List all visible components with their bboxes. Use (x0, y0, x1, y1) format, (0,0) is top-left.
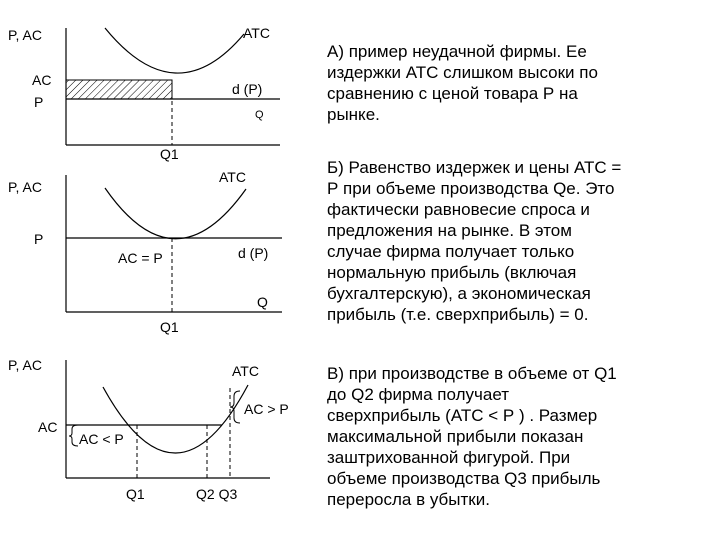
d3-profit-label: AC < P (79, 431, 124, 447)
d1-atc-label: ATC (243, 25, 270, 41)
d3-profit-brace (69, 425, 78, 446)
d3-q2-q3-label: Q2 Q3 (196, 486, 238, 502)
d2-atc-curve (105, 188, 246, 239)
d1-loss-area (66, 80, 172, 99)
d2-q1-label: Q1 (160, 319, 179, 335)
d1-ac-label: AC (32, 72, 52, 88)
d1-y-axis-label: P, AC (8, 27, 42, 43)
d1-atc-curve (105, 28, 244, 73)
explanation-b: Б) Равенство издержек и цены АТС = Р при объеме производства Qе. Это фактически равновесие спроса и предложения на рынке. В этом случае фирма получает только нормальную прибыль (включая бухгалтерскую), а экономическая прибыль (т.е. сверхприбыль) = 0. (327, 158, 622, 324)
d1-q1-label: Q1 (160, 146, 179, 162)
d2-atc-label: ATC (219, 169, 246, 185)
diagrams-panel (0, 0, 320, 540)
d3-q1-label: Q1 (126, 486, 145, 502)
diagram-2 (8, 169, 282, 335)
d3-atc-label: ATC (232, 363, 259, 379)
d2-q-label: Q (257, 294, 268, 310)
explanation-c: В) при производстве в объеме от Q1 до Q2 фирма получает сверхприбыль (АТС < Р ) . Размер максимальной прибыли показан заштрихованной фигурой. При объеме производства Q3 прибыль переросла в убытки. (327, 364, 617, 509)
d3-ac-label: AC (38, 419, 58, 435)
d3-loss-label: AC > P (244, 401, 289, 417)
d2-p-label: P (34, 231, 44, 247)
d3-atc-curve (103, 385, 248, 453)
d3-y-axis-label: P, AC (8, 357, 42, 373)
diagram-3 (8, 357, 289, 502)
d2-y-axis-label: P, AC (8, 179, 42, 195)
diagram-1 (8, 25, 280, 162)
d2-equality-label: AC = P (118, 250, 163, 266)
explanation-a: А) пример неудачной фирмы. Ее издержки АТС слишком высоки по сравнению с ценой товара Р на рынке. (327, 42, 598, 124)
d1-demand-label: d (P) (232, 81, 263, 97)
d2-demand-label: d (P) (238, 245, 269, 261)
d1-p-label: P (34, 94, 44, 110)
d1-q-label: Q (255, 109, 264, 121)
